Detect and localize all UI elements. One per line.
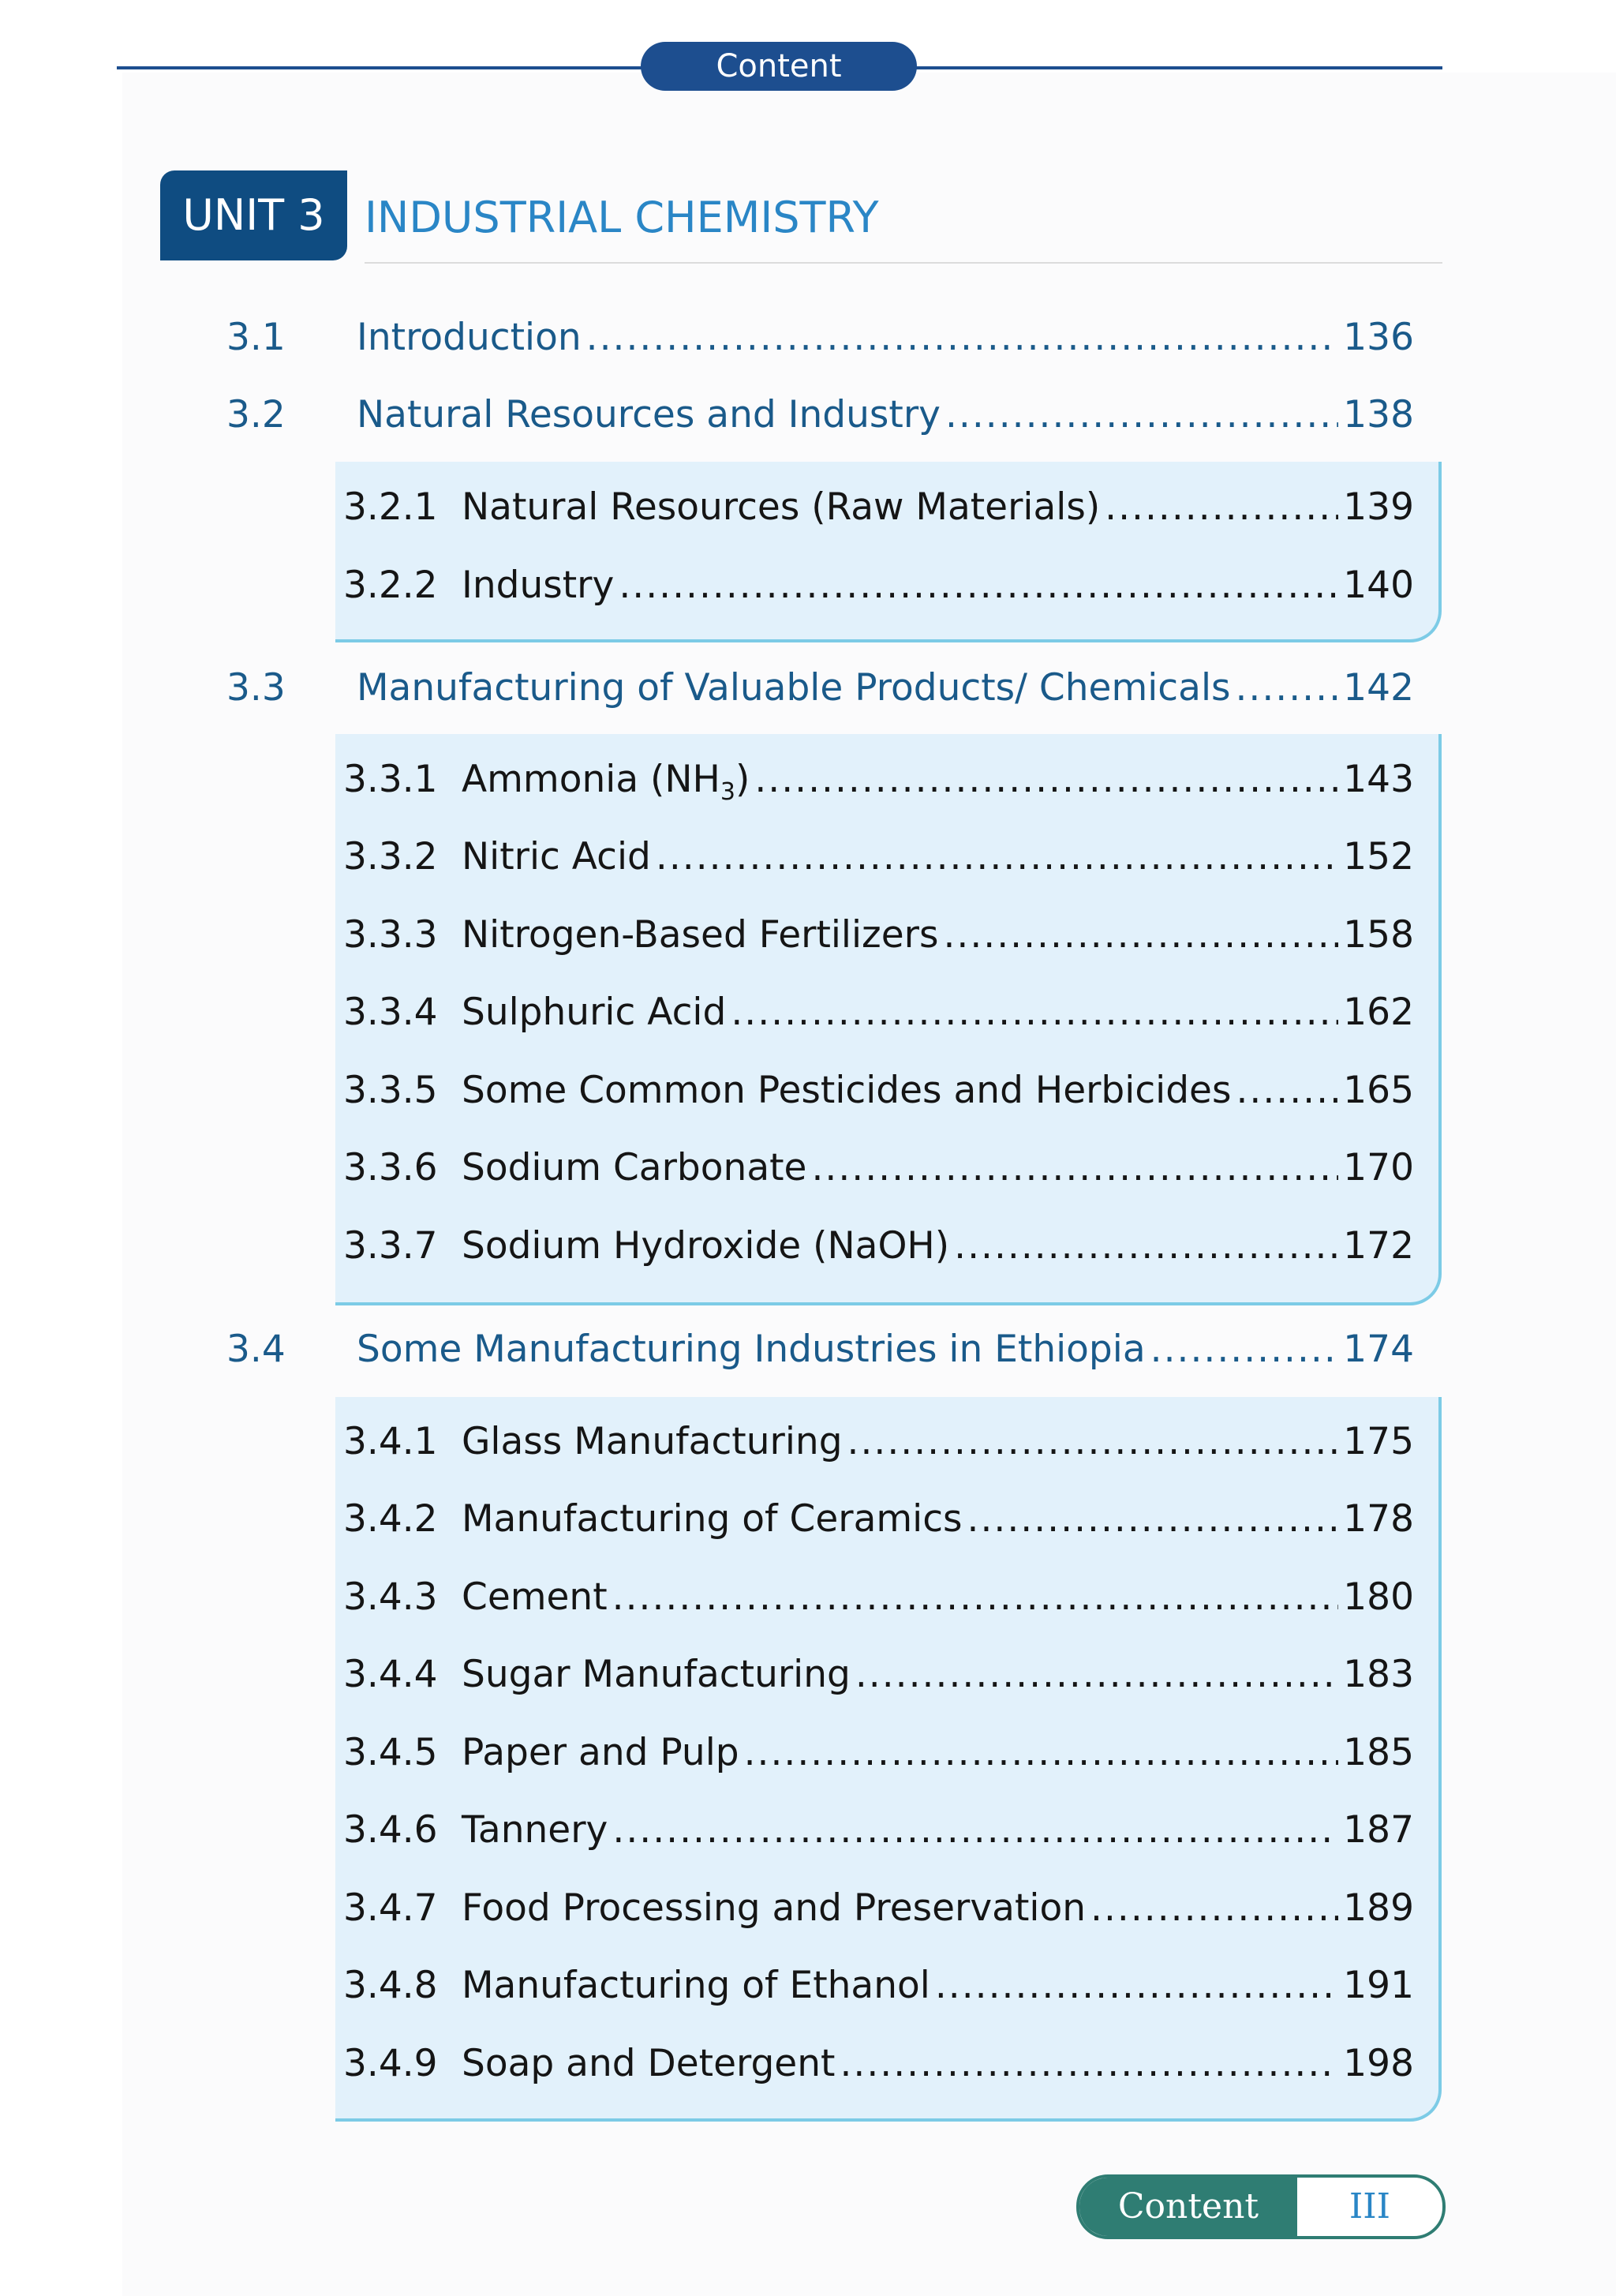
dot-leader xyxy=(731,987,1338,1039)
toc-number: 3.3.3 xyxy=(343,913,438,957)
toc-entry-3-4-1[interactable] xyxy=(343,1416,1414,1468)
toc-number: 3.3.5 xyxy=(343,1069,438,1112)
toc-page: 183 xyxy=(1343,1653,1414,1696)
toc-number: 3.3.4 xyxy=(343,991,438,1034)
toc-title: Some Manufacturing Industries in Ethiopia xyxy=(357,1328,1146,1371)
toc-page: 178 xyxy=(1343,1497,1414,1541)
toc-entry-3-4-2[interactable] xyxy=(343,1493,1414,1545)
toc-entry-3-4-8[interactable] xyxy=(343,1960,1414,2012)
toc-title-part: ) xyxy=(735,758,750,801)
footer-page-badge xyxy=(1076,2174,1446,2239)
toc-title: Glass Manufacturing xyxy=(462,1420,843,1463)
toc-number: 3.3 xyxy=(226,666,286,710)
toc-page: 198 xyxy=(1343,2042,1414,2085)
toc-entry-3-3-3[interactable] xyxy=(343,909,1414,961)
toc-entry-3-1[interactable] xyxy=(226,312,1414,364)
toc-number: 3.3.1 xyxy=(343,758,438,801)
toc-title: Industry xyxy=(462,564,615,607)
toc-title: Sulphuric Acid xyxy=(462,991,727,1034)
toc-page: 158 xyxy=(1343,913,1414,957)
toc-page: 165 xyxy=(1343,1069,1414,1112)
toc-title: Sodium Hydroxide (NaOH) xyxy=(462,1224,950,1268)
toc-entry-3-3-7[interactable] xyxy=(343,1220,1414,1272)
toc-title: Sugar Manufacturing xyxy=(462,1653,851,1696)
unit-title-rule xyxy=(365,262,1442,264)
toc-title: Paper and Pulp xyxy=(462,1731,739,1774)
dot-leader xyxy=(612,1571,1339,1624)
toc-number: 3.2.2 xyxy=(343,564,438,607)
toc-entry-3-3-2[interactable] xyxy=(343,831,1414,883)
toc-number: 3.2.1 xyxy=(343,485,438,529)
toc-page: 172 xyxy=(1343,1224,1414,1268)
dot-leader xyxy=(744,1727,1339,1779)
toc-page: 140 xyxy=(1343,564,1414,607)
toc-number: 3.4.7 xyxy=(343,1886,438,1930)
toc-page: 189 xyxy=(1343,1886,1414,1930)
dot-leader xyxy=(935,1960,1338,2012)
toc-page: 174 xyxy=(1343,1328,1414,1371)
toc-page: 180 xyxy=(1343,1575,1414,1619)
toc-number: 3.4.3 xyxy=(343,1575,438,1619)
dot-leader xyxy=(1150,1324,1339,1376)
dot-leader xyxy=(943,909,1338,961)
toc-title: Nitrogen-Based Fertilizers xyxy=(462,913,939,957)
toc-page: 162 xyxy=(1343,991,1414,1034)
toc-entry-3-3-1[interactable] xyxy=(343,754,1414,806)
toc-title xyxy=(462,754,750,806)
subscript-three: 3 xyxy=(720,778,735,806)
dot-leader xyxy=(619,560,1338,612)
toc-number: 3.4.8 xyxy=(343,1964,438,2007)
toc-number: 3.2 xyxy=(226,393,286,436)
unit-title: INDUSTRIAL CHEMISTRY xyxy=(365,193,879,242)
toc-title: Nitric Acid xyxy=(462,835,651,878)
dot-leader xyxy=(855,1649,1338,1701)
toc-number: 3.4.5 xyxy=(343,1731,438,1774)
unit-badge: UNIT 3 xyxy=(160,170,347,260)
toc-page: 191 xyxy=(1343,1964,1414,2007)
toc-page: 187 xyxy=(1343,1808,1414,1852)
toc-entry-3-2-2[interactable] xyxy=(343,560,1414,612)
toc-number: 3.4.2 xyxy=(343,1497,438,1541)
toc-number: 3.3.6 xyxy=(343,1146,438,1189)
toc-title: Food Processing and Preservation xyxy=(462,1886,1087,1930)
dot-leader xyxy=(1105,481,1338,534)
dot-leader xyxy=(967,1493,1339,1545)
dot-leader xyxy=(811,1142,1338,1194)
toc-number: 3.4 xyxy=(226,1328,286,1371)
toc-page: 139 xyxy=(1343,485,1414,529)
toc-title: Soap and Detergent xyxy=(462,2042,836,2085)
dot-leader xyxy=(1236,1065,1338,1117)
toc-entry-3-4-3[interactable] xyxy=(343,1571,1414,1624)
toc-title: Natural Resources (Raw Materials) xyxy=(462,485,1101,529)
toc-entry-3-4-7[interactable] xyxy=(343,1882,1414,1935)
toc-title: Cement xyxy=(462,1575,608,1619)
toc-number: 3.4.4 xyxy=(343,1653,438,1696)
toc-title: Introduction xyxy=(357,316,582,359)
toc-title: Some Common Pesticides and Herbicides xyxy=(462,1069,1232,1112)
toc-entry-3-4-5[interactable] xyxy=(343,1727,1414,1779)
toc-page: 136 xyxy=(1343,316,1414,359)
dot-leader xyxy=(847,1416,1339,1468)
toc-page: 170 xyxy=(1343,1146,1414,1189)
footer-content-label: Content xyxy=(1079,2178,1297,2236)
toc-entry-3-4[interactable] xyxy=(226,1324,1414,1376)
dot-leader xyxy=(656,831,1338,883)
dot-leader xyxy=(1235,662,1338,714)
dot-leader xyxy=(945,389,1338,441)
dot-leader xyxy=(954,1220,1338,1272)
toc-number: 3.1 xyxy=(226,316,286,359)
toc-number: 3.4.1 xyxy=(343,1420,438,1463)
toc-entry-3-3-4[interactable] xyxy=(343,987,1414,1039)
toc-title-part: Ammonia (NH xyxy=(462,758,720,801)
toc-entry-3-2-1[interactable] xyxy=(343,481,1414,534)
toc-title: Tannery xyxy=(462,1808,608,1852)
toc-title: Manufacturing of Ethanol xyxy=(462,1964,930,2007)
toc-entry-3-3[interactable] xyxy=(226,662,1414,714)
toc-page: 185 xyxy=(1343,1731,1414,1774)
toc-entry-3-3-5[interactable] xyxy=(343,1065,1414,1117)
dot-leader xyxy=(754,754,1338,806)
toc-number: 3.4.6 xyxy=(343,1808,438,1852)
dot-leader xyxy=(586,312,1339,364)
toc-entry-3-3-6[interactable] xyxy=(343,1142,1414,1194)
toc-entry-3-4-9[interactable] xyxy=(343,2038,1414,2090)
toc-number: 3.4.9 xyxy=(343,2042,438,2085)
dot-leader xyxy=(840,2038,1338,2090)
toc-page: 142 xyxy=(1343,666,1414,710)
toc-title: Manufacturing of Valuable Products/ Chemicals xyxy=(357,666,1231,710)
header-content-label: Content xyxy=(641,42,917,91)
dot-leader xyxy=(1090,1882,1338,1935)
toc-entry-3-2[interactable] xyxy=(226,389,1414,441)
toc-page: 143 xyxy=(1343,758,1414,801)
toc-page: 152 xyxy=(1343,835,1414,878)
toc-page: 138 xyxy=(1343,393,1414,436)
toc-number: 3.3.2 xyxy=(343,835,438,878)
toc-entry-3-4-4[interactable] xyxy=(343,1649,1414,1701)
toc-title: Manufacturing of Ceramics xyxy=(462,1497,963,1541)
toc-title: Natural Resources and Industry xyxy=(357,393,941,436)
dot-leader xyxy=(612,1804,1338,1856)
toc-page: 175 xyxy=(1343,1420,1414,1463)
toc-title: Sodium Carbonate xyxy=(462,1146,807,1189)
toc-number: 3.3.7 xyxy=(343,1224,438,1268)
toc-entry-3-4-6[interactable] xyxy=(343,1804,1414,1856)
footer-page-number: III xyxy=(1349,2186,1391,2227)
